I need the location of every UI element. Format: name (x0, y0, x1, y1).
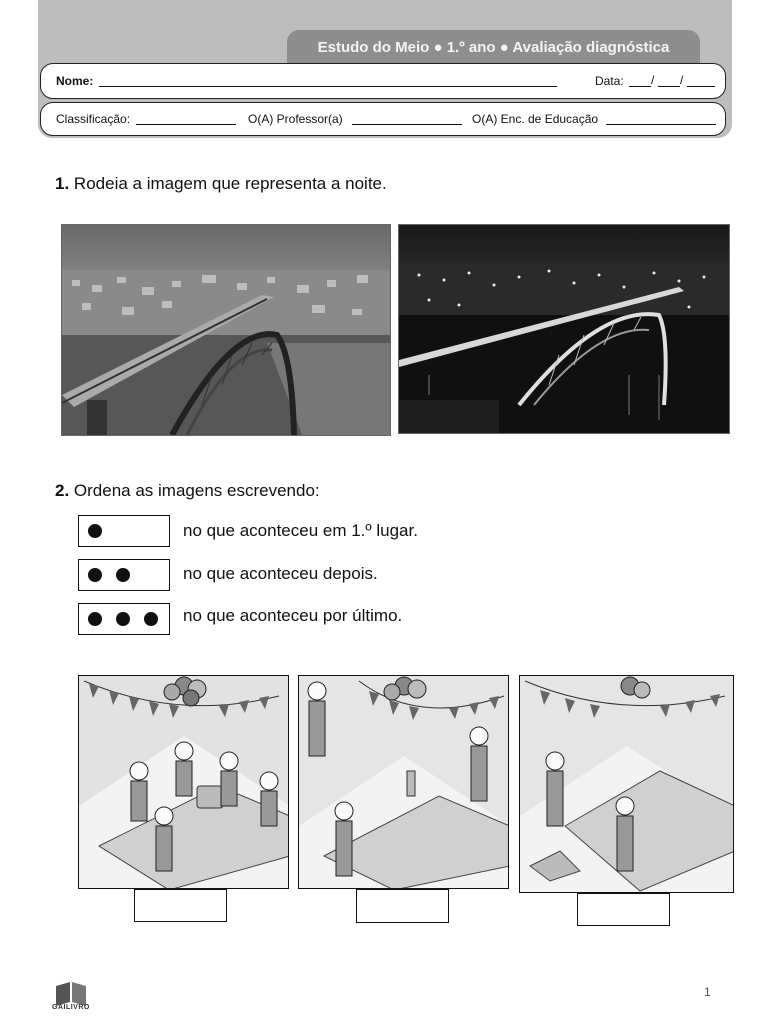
dot-icon (88, 612, 102, 626)
question-2 (55, 481, 320, 501)
question-1-text: Rodeia a imagem que representa a noite. (73, 174, 387, 193)
legend-first-text: no que aconteceu em 1.º lugar. (183, 521, 418, 540)
date-day-field[interactable] (629, 86, 651, 87)
date-month-field[interactable] (658, 86, 680, 87)
guardian-label: O(A) Enc. de Educação (472, 112, 599, 126)
day-bridge-photo[interactable] (61, 224, 391, 436)
legend-two-dots-box (78, 559, 170, 591)
name-label: Nome: (56, 74, 94, 88)
legend-second-text: no que aconteceu depois. (183, 564, 378, 583)
question-2-number: 2. (55, 481, 70, 500)
name-field[interactable] (99, 86, 557, 87)
dot-icon (116, 612, 130, 626)
dot-icon (88, 568, 102, 582)
question-2-text: Ordena as imagens escrevendo: (73, 481, 320, 500)
teacher-field[interactable] (352, 124, 462, 125)
question-1 (55, 174, 387, 194)
question-1-number: 1. (55, 174, 70, 193)
date-label: Data: (595, 74, 624, 88)
legend-one-dot-box (78, 515, 170, 547)
classification-label: Classificação: (56, 112, 131, 126)
cleanup-scene-image (519, 675, 734, 893)
night-bridge-photo[interactable] (398, 224, 730, 434)
guardian-field[interactable] (606, 124, 716, 125)
name-date-box: Nome: Data: / / (40, 63, 726, 99)
teacher-label: O(A) Professor(a) (248, 112, 343, 126)
dot-icon (88, 524, 102, 538)
legend-third-text: no que aconteceu por último. (183, 606, 403, 625)
dot-icon (116, 568, 130, 582)
worksheet-title: Estudo do Meio ● 1.º ano ● Avaliação diagnóstica (287, 30, 700, 64)
classification-box (40, 102, 726, 136)
classification-field[interactable] (136, 124, 236, 125)
answer-box-scene-1[interactable] (134, 889, 227, 922)
answer-box-scene-2[interactable] (356, 889, 449, 923)
page-number: 1 (704, 985, 711, 999)
party-scene-image (78, 675, 289, 889)
dot-icon (144, 612, 158, 626)
answer-box-scene-3[interactable] (577, 893, 670, 926)
preparation-scene-image (298, 675, 509, 889)
legend-three-dots-box (78, 603, 170, 635)
publisher-name: GAILIVRO (52, 1004, 90, 1011)
date-year-field[interactable] (687, 86, 715, 87)
